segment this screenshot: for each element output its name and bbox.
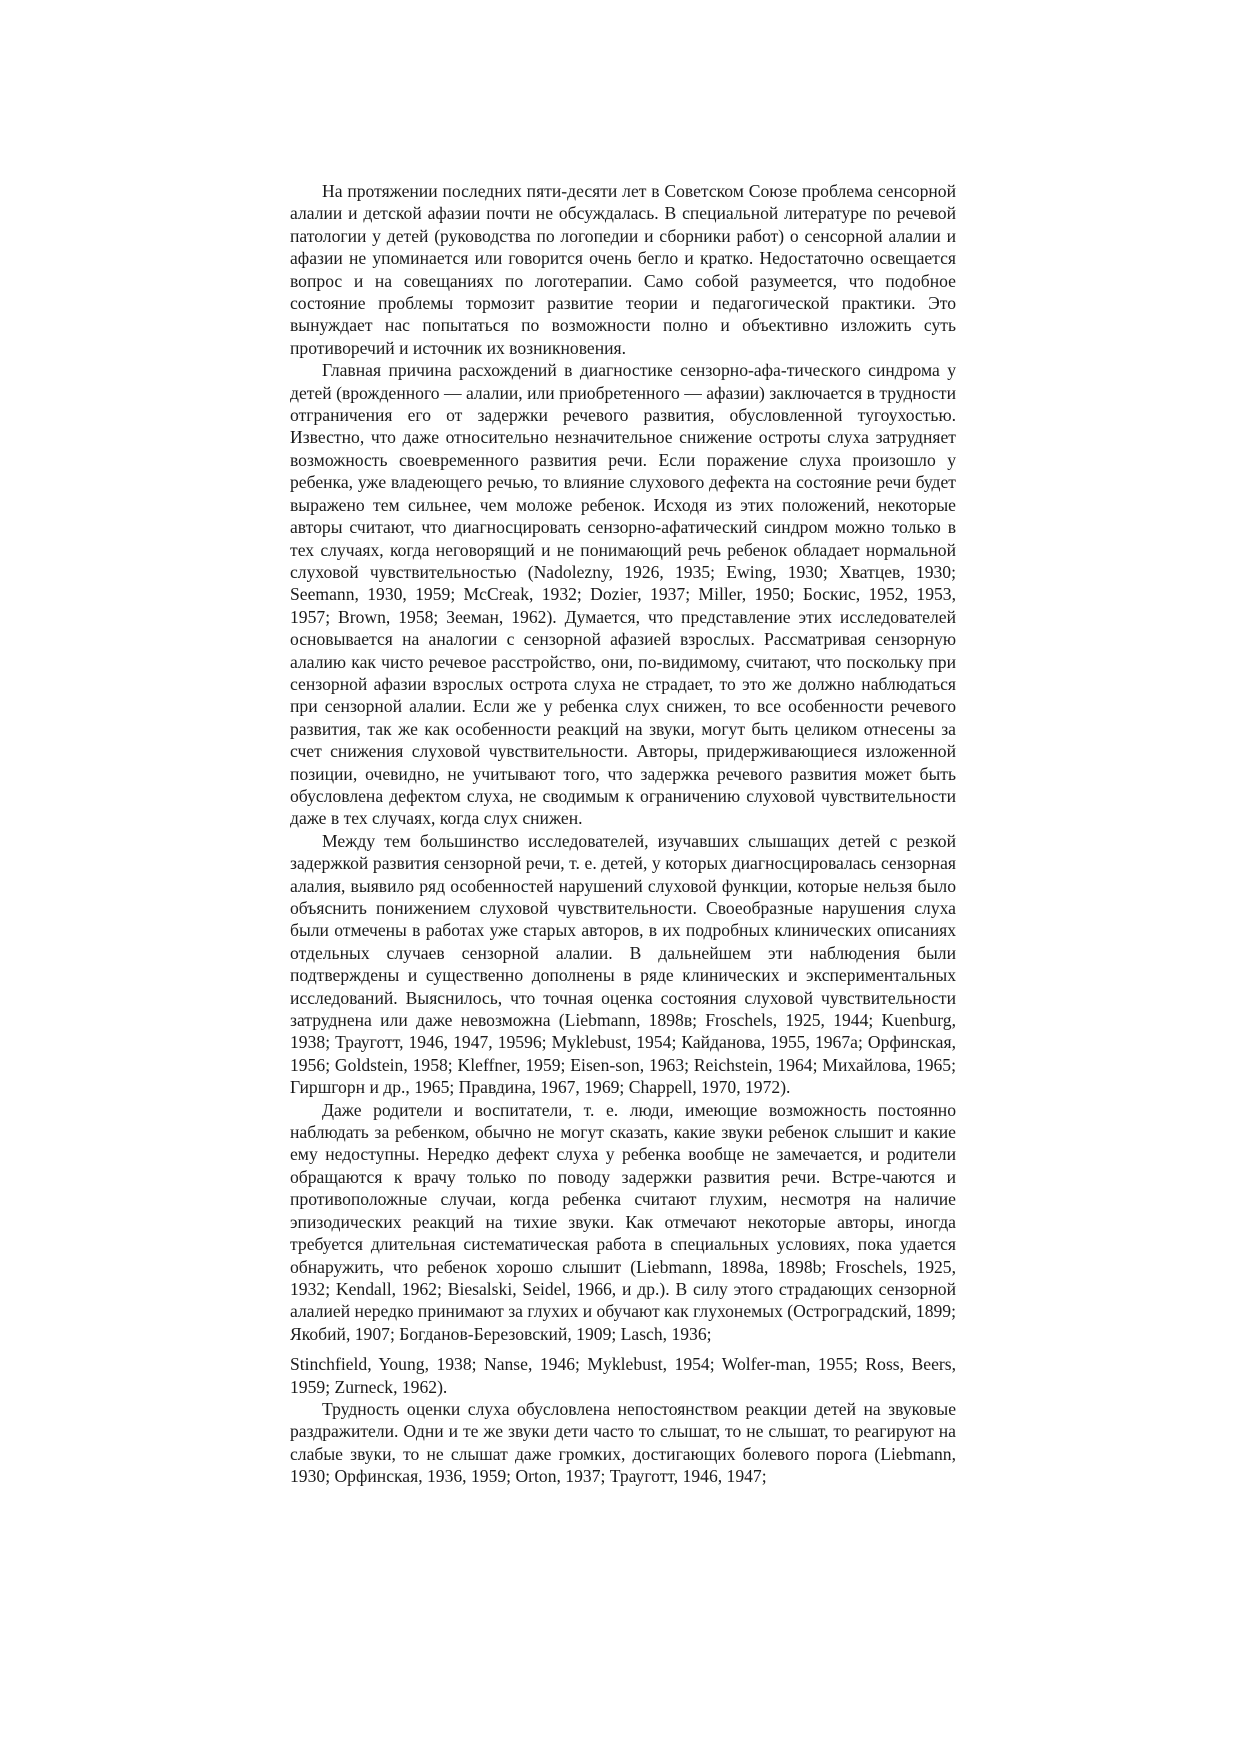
document-body [290,180,956,1488]
paragraph: Даже родители и воспитатели, т. е. люди, имеющие возможность постоянно наблюдать за ребенком, обычно не могут сказать, какие звуки ребенок слышит и какие ему недоступны. Нередко дефект слуха у ребенка вообще не замечается, и родители обращаются к врачу только по поводу задержки развития речи. Встре-чаются и противоположные случаи, когда ребенка считают глухим, несмотря на наличие эпизодических реакций на тихие звуки. Как отмечают некоторые авторы, иногда требуется длительная систематическая работа в специальных условиях, пока удается обнаружить, что ребенок хорошо слышит (Liebmann, 1898а, 1898b; Froschels, 1925, 1932; Kendall, 1962; Biesalski, Seidel, 1966, и др.). В силу этого страдающих сензорной алалией нередко принимают за глухих и обучают как глухонемых (Остроградский, 1899; Якобий, 1907; Богданов-Березовский, 1909; Lasch, 1936; [290,1099,956,1344]
paragraph: Главная причина расхождений в диагностике сензорно-афа-тического синдрома у детей (врожденного — алалии, или приобретенного — афазии) заключается в трудности отграничения его от задержки речевого развития, обусловленной тугоухостью. Известно, что даже относительно незначительное снижение остроты слуха затрудняет возможность своевременного развития речи. Если поражение слуха произошло у ребенка, уже владеющего речью, то влияние слухового дефекта на состояние речи будет выражено тем сильнее, чем моложе ребенок. Исходя из этих положений, некоторые авторы считают, что диагносцировать сензорно-афатический синдром можно только в тех случаях, когда неговорящий и не понимающий речь ребенок обладает нормальной слуховой чувствительностью (Nadolezny, 1926, 1935; Ewing, 1930; Хватцев, 1930; Seemann, 1930, 1959; McCreak, 1932; Dozier, 1937; Miller, 1950; Боскис, 1952, 1953, 1957; Brown, 1958; Зееман, 1962). Думается, что представление этих исследователей основывается на аналогии с сензорной афазией взрослых. Рассматривая сензорную алалию как чисто речевое расстройство, они, по-видимому, считают, что поскольку при сензорной афазии взрослых острота слуха не страдает, то это же должно наблюдаться при сензорной алалии. Если же у ребенка слух снижен, то все особенности речевого развития, так же как особенности реакций на звуки, могут быть целиком отнесены за счет снижения слуховой чувствительности. Авторы, придерживающиеся изложенной позиции, очевидно, не учитывают того, что задержка речевого развития может быть обусловлена дефектом слуха, не сводимым к ограничению слуховой чувствительности даже в тех случаях, когда слух снижен. [290,360,956,829]
paragraph: Между тем большинство исследователей, изучавших слышащих детей с резкой задержкой развития сензорной речи, т. е. детей, у которых диагносцировалась сензорная алалия, выявило ряд особенностей нарушений слуховой функции, которые нельзя было объяснить понижением слуховой чувствительности. Своеобразные нарушения слуха были отмечены в работах уже старых авторов, в их подробных клинических описаниях отдельных случаев сензорной алалии. В дальнейшем эти наблюдения были подтверждены и существенно дополнены в ряде клинических и экспериментальных исследований. Выяснилось, что точная оценка состояния слуховой чувствительности затруднена или даже невозможна (Liebmann, 1898в; Froschels, 1925, 1944; Kuenburg, 1938; Трауготт, 1946, 1947, 19596; Myklebust, 1954; Кайданова, 1955, 1967а; Орфинская, 1956; Goldstein, 1958; Kleffner, 1959; Eisen-son, 1963; Reichstein, 1964; Михайлова, 1965; Гиршгорн и др., 1965; Правдина, 1967, 1969; Chappell, 1970, 1972). [290,830,956,1098]
paragraph-continuation: Stinchfield, Young, 1938; Nanse, 1946; Myklebust, 1954; Wolfer-man, 1955; Ross, Beers, 1959; Zurneck, 1962). [290,1354,956,1397]
paragraph: На протяжении последних пяти-десяти лет в Советском Союзе проблема сенсорной алалии и детской афазии почти не обсуждалась. В специальной литературе по речевой патологии у детей (руководства по логопедии и сборники работ) о сенсорной алалии и афазии не упоминается или говорится очень бегло и кратко. Недостаточно освещается вопрос и на совещаниях по логотерапии. Само собой разумеется, что подобное состояние проблемы тормозит развитие теории и педагогической практики. Это вынуждает нас попытаться по возможности полно и объективно изложить суть противоречий и источник их возникновения. [290,181,956,358]
paragraph: Трудность оценки слуха обусловлена непостоянством реакции детей на звуковые раздражители. Одни и те же звуки дети часто то слышат, то не слышат, то реагируют на слабые звуки, то не слышат даже громких, достигающих болевого порога (Liebmann, 1930; Орфинская, 1936, 1959; Orton, 1937; Трауготт, 1946, 1947; [290,1398,956,1487]
